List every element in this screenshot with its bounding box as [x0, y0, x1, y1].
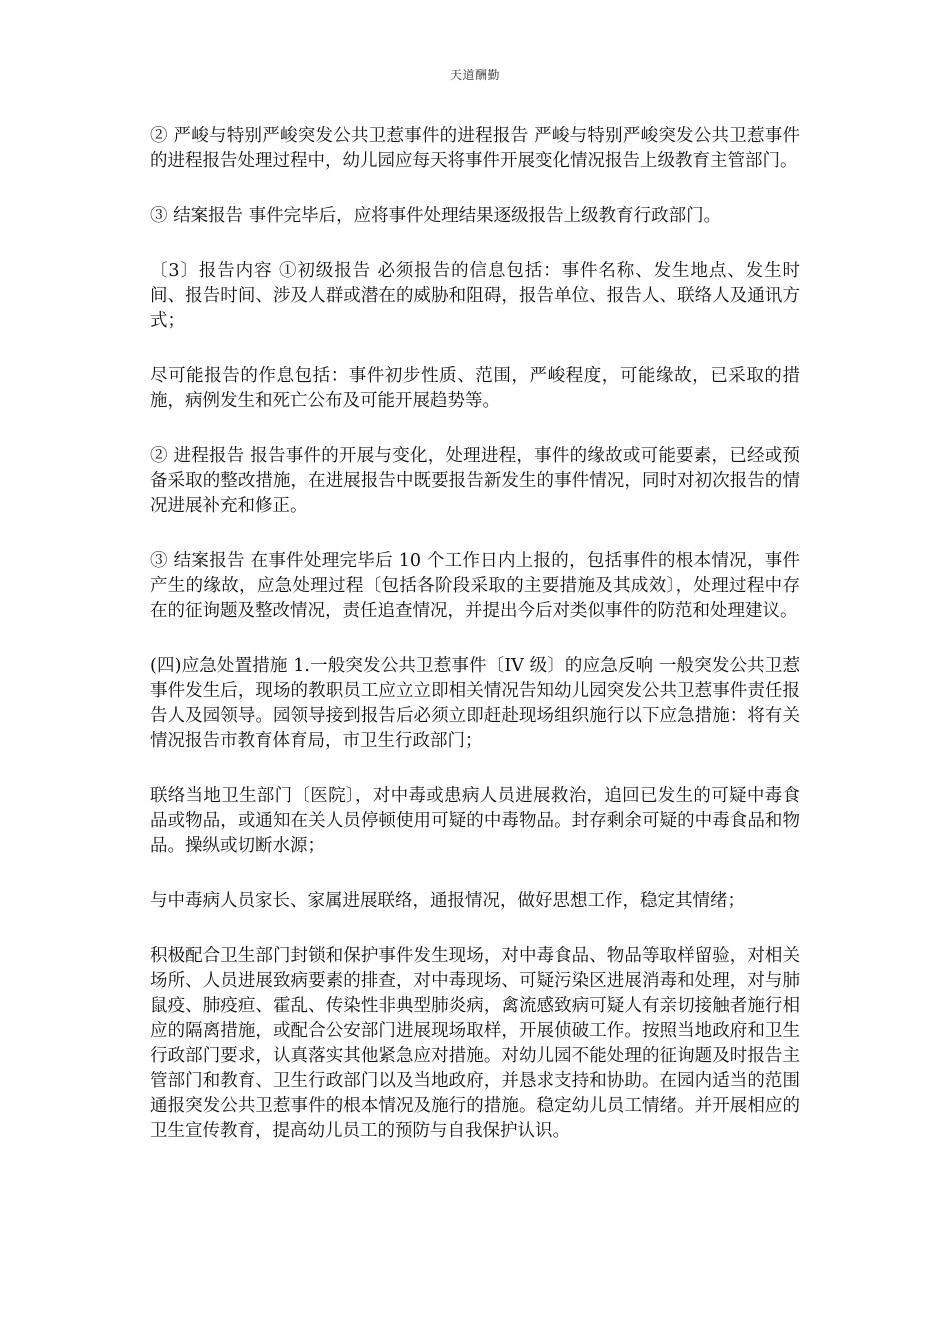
page-header: 天道酬勤 [449, 68, 500, 82]
paragraph-emergency-measures: (四)应急处置措施 1.一般突发公共卫惹事件〔IV 级〕的应急反响 一般突发公共卫惹事件发生后，现场的教职员工应立立即相关情况告知幼儿园突发公共卫惹事件责任报告人及园领导。园领导接到报告后必须立即赶赴现场组织施行以下应急措施：将有关情况报告市教育体育局，市卫生行政部门； [150, 656, 800, 751]
paragraph-report-content: 〔3〕报告内容 ①初级报告 必须报告的信息包括：事件名称、发生地点、发生时间、报告时间、涉及人群或潜在的威胁和阻碍，报告单位、报告人、联络人及通讯方式； [150, 261, 800, 331]
paragraph-contact-families: 与中毒病人员家长、家属进展联络，通报情况，做好思想工作，稳定其情绪； [150, 891, 745, 911]
paragraph-closing-report: ③ 结案报告 事件完毕后，应将事件处理结果逐级报告上级教育行政部门。 [150, 206, 722, 226]
paragraph-cooperate-health-dept: 积极配合卫生部门封锁和保护事件发生现场，对中毒食品、物品等取样留验，对相关场所、人员进展致病要素的排查，对中毒现场、可疑污染区进展消毒和处理，对与肺鼠疫、肺疫疸、霍乱、传染性非典型肺炎病，禽流感致病可疑人有亲切接触者施行相应的隔离措施，或配合公安部门进展现场取样，开展侦破工作。按照当地政府和卫生行政部门要求，认真落实其他紧急应对措施。对幼儿园不能处理的征询题及时报告主管部门和教育、卫生行政部门以及当地政府，并恳求支持和协助。在园内适当的范围通报突发公共卫惹事件的根本情况及施行的措施。稳定幼儿员工情绪。并开展相应的卫生宣传教育，提高幼儿员工的预防与自我保护认识。 [150, 946, 800, 1141]
paragraph-contact-health-dept: 联络当地卫生部门〔医院〕，对中毒或患病人员进展救治，追回已发生的可疑中毒食品或物品，或通知在关人员停顿使用可疑的中毒物品。封存剩余可疑的中毒食品和物品。操纵或切断水源； [150, 786, 800, 856]
paragraph-progress-report: ② 进程报告 报告事件的开展与变化，处理进程，事件的缘故或可能要素，已经或预备采取的整改措施，在进展报告中既要报告新发生的事件情况，同时对初次报告的情况进展补充和修正。 [150, 446, 800, 516]
paragraph-optional-info: 尽可能报告的作息包括：事件初步性质、范围，严峻程度，可能缘故，已采取的措施，病例发生和死亡公布及可能开展趋势等。 [150, 366, 800, 411]
document-body [150, 124, 800, 1174]
paragraph-final-report: ③ 结案报告 在事件处理完毕后 10 个工作日内上报的，包括事件的根本情况，事件产生的缘故，应急处理过程〔包括各阶段采取的主要措施及其成效〕，处理过程中存在的征询题及整改情况，责任追查情况，并提出今后对类似事件的防范和处理建议。 [150, 551, 800, 621]
paragraph-severe-progress-report: ② 严峻与特别严峻突发公共卫惹事件的进程报告 严峻与特别严峻突发公共卫惹事件的进程报告处理过程中，幼儿园应每天将事件开展变化情况报告上级教育主管部门。 [150, 126, 800, 171]
